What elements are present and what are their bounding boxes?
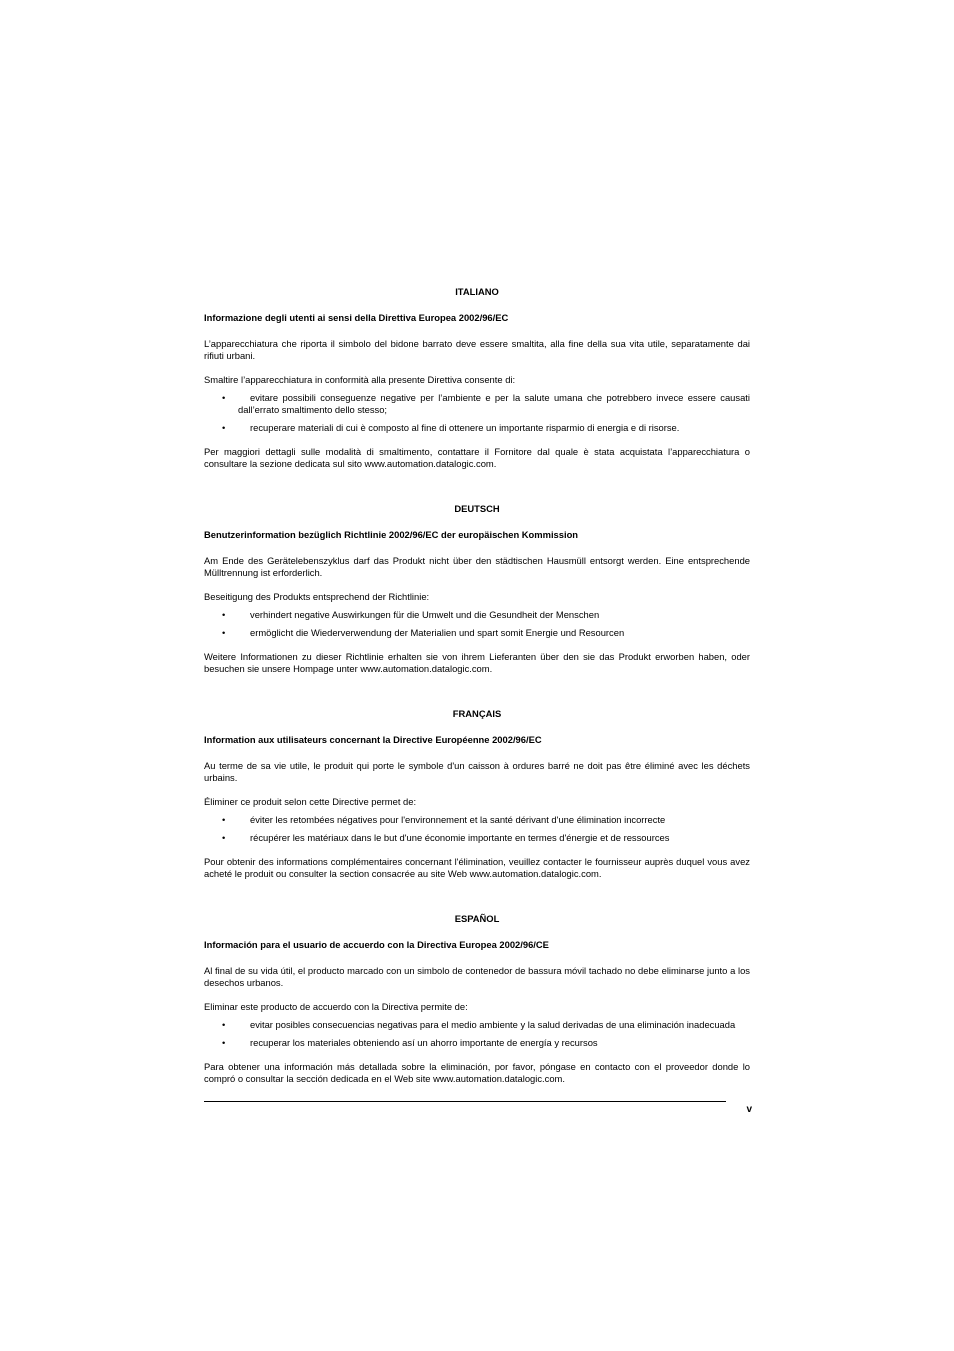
list-item: [204, 609, 750, 621]
page-number: v: [746, 1104, 752, 1115]
list-item: [204, 814, 750, 826]
section-closing: Para obtener una información más detallada sobre la eliminación, por favor, póngase en contacto con el proveedor donde lo compró o consultar la sección dedicada en el Web site www.automation.datalogic.com.: [204, 1061, 750, 1084]
section-heading: Information aux utilisateurs concernant la Directive Européenne 2002/96/EC: [204, 734, 542, 745]
list-item-text: recuperare materiali di cui è composto al fine di ottenere un importante risparmio di energia e di risorse.: [250, 422, 680, 433]
section-heading: Información para el usuario de accuerdo con la Directiva Europea 2002/96/CE: [204, 939, 549, 950]
section-lead: Eliminar este producto de accuerdo con la Directiva permite de:: [204, 1001, 468, 1012]
section-italiano: [204, 286, 750, 470]
bullet-icon: •: [222, 832, 226, 843]
section-intro: Am Ende des Gerätelebenszyklus darf das Produkt nicht über den städtischen Hausmüll entsorgt werden. Eine entsprechende Mülltrennung ist erforderlich.: [204, 555, 750, 578]
section-language-title: ESPAÑOL: [454, 913, 500, 924]
section-espanol: [204, 913, 750, 1085]
section-closing: Weitere Informationen zu dieser Richtlinie erhalten sie von ihrem Lieferanten über den sie das Produkt erworben haben, oder besuchen sie unsere Hompage unter www.automation.datalogic.com.: [204, 651, 750, 674]
bullet-icon: •: [222, 1019, 226, 1030]
section-lead: Smaltire l’apparecchiatura in conformità alla presente Direttiva consente di:: [204, 374, 516, 385]
section-intro: L’apparecchiatura che riporta il simbolo del bidone barrato deve essere smaltita, alla fine della sua vita utile, separatamente dai rifiuti urbani.: [204, 338, 750, 361]
section-language-title: FRANÇAIS: [452, 708, 502, 719]
bullet-icon: •: [222, 627, 226, 638]
list-item: [204, 627, 750, 639]
footer-divider: [204, 1101, 726, 1102]
section-francais: [204, 708, 750, 880]
bullet-icon: •: [222, 609, 226, 620]
list-item: [204, 832, 750, 844]
list-item-text: verhindert negative Auswirkungen für die Umwelt und die Gesundheit der Menschen: [250, 609, 600, 620]
bullet-icon: •: [222, 814, 226, 825]
section-deutsch: [204, 503, 750, 675]
list-item-text: evitare possibili conseguenze negative per l’ambiente e per la salute umana che potrebbero invece essere causati dall’errato smaltimento dello stesso;: [238, 392, 750, 415]
section-heading: Informazione degli utenti ai sensi della Direttiva Europea 2002/96/EC: [204, 312, 509, 323]
bullet-icon: •: [222, 1037, 226, 1048]
bullet-list: [204, 814, 750, 844]
section-language-title: ITALIANO: [455, 286, 499, 297]
section-intro: Au terme de sa vie utile, le produit qui porte le symbole d'un caisson à ordures barré ne doit pas être éliminé avec les déchets urbains.: [204, 760, 750, 783]
list-item: [204, 422, 750, 434]
bullet-icon: •: [222, 392, 226, 403]
list-item: [204, 1037, 750, 1049]
bullet-list: [204, 609, 750, 639]
section-language-title: DEUTSCH: [454, 503, 500, 514]
bullet-list: [204, 392, 750, 434]
list-item-text: evitar posibles consecuencias negativas para el medio ambiente y la salud derivadas de una eliminación inadecuada: [250, 1019, 736, 1030]
list-item-text: éviter les retombées négatives pour l'environnement et la santé dérivant d'une élimination incorrecte: [250, 814, 666, 825]
section-lead: Éliminer ce produit selon cette Directive permet de:: [204, 796, 417, 807]
list-item: [204, 1019, 750, 1031]
list-item-text: récupérer les matériaux dans le but d'une économie importante en termes d'énergie et de ressources: [250, 832, 670, 843]
section-intro: Al final de su vida útil, el producto marcado con un simbolo de contenedor de bassura móvil tachado no debe eliminarse junto a los desechos urbanos.: [204, 965, 750, 988]
section-lead: Beseitigung des Produkts entsprechend der Richtlinie:: [204, 591, 430, 602]
section-heading: Benutzerinformation bezüglich Richtlinie 2002/96/EC der europäischen Kommission: [204, 529, 579, 540]
page-content: [204, 286, 750, 1118]
bullet-icon: •: [222, 422, 226, 433]
section-closing: Pour obtenir des informations complémentaires concernant l'élimination, veuillez contacter le fournisseur auprès duquel vous avez acheté le produit ou consulter la section consacrée au site Web www.automation.datalogic.com.: [204, 856, 750, 879]
bullet-list: [204, 1019, 750, 1049]
list-item-text: ermöglicht die Wiederverwendung der Materialien und spart somit Energie und Resourcen: [250, 627, 625, 638]
section-closing: Per maggiori dettagli sulle modalità di smaltimento, contattare il Fornitore dal quale è stata acquistata l’apparecchiatura o consultare la sezione dedicata sul sito www.automation.datalogic.com.: [204, 446, 750, 469]
list-item-text: recuperar los materiales obteniendo así un ahorro importante de energía y recursos: [250, 1037, 598, 1048]
list-item: [204, 392, 750, 416]
